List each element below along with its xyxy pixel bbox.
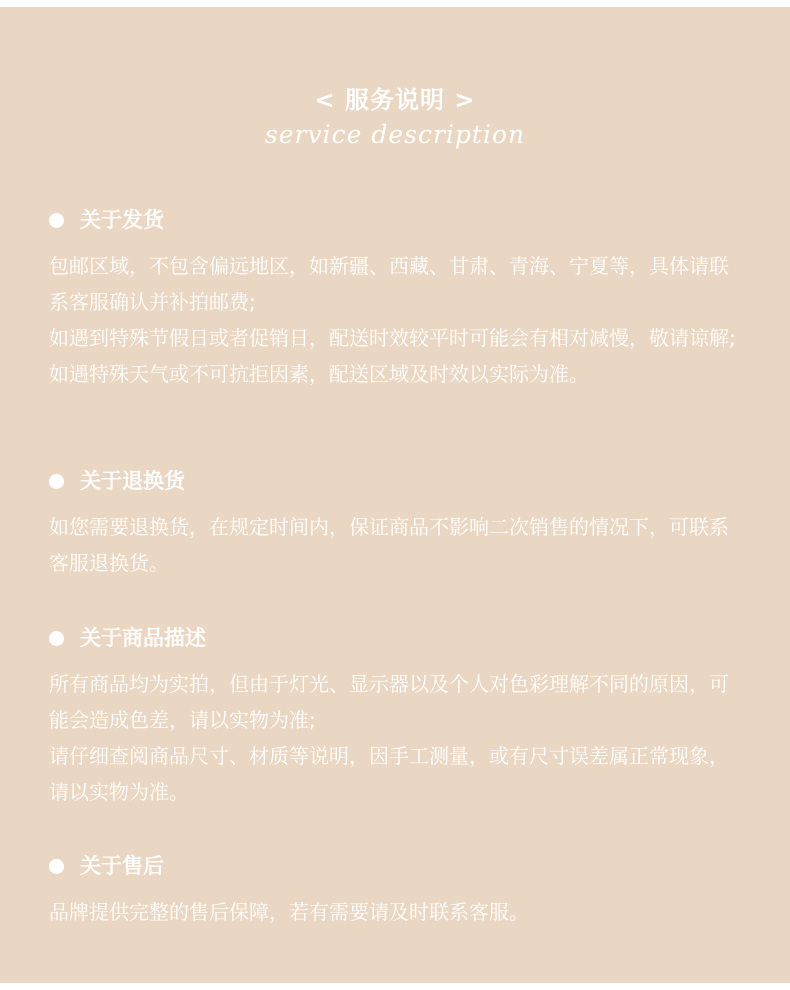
- section-title: 关于发货: [80, 208, 164, 232]
- section-heading: [49, 464, 745, 498]
- page-title: < 服务说明 >: [314, 86, 476, 114]
- bullet-dot-icon: [49, 213, 64, 228]
- section-heading: [49, 203, 745, 237]
- section-after-sales: [49, 849, 745, 930]
- section-shipping: [49, 203, 745, 392]
- section-body: [49, 666, 745, 810]
- section-paragraph: 如遇特殊天气或不可抗拒因素，配送区域及时效以实际为准。: [49, 362, 589, 386]
- bullet-dot-icon: [49, 859, 64, 874]
- section-title: 关于售后: [80, 854, 164, 878]
- bullet-dot-icon: [49, 631, 64, 646]
- section-returns: [49, 464, 745, 581]
- section-heading: [49, 849, 745, 883]
- section-heading: [49, 621, 745, 655]
- section-product-description: [49, 621, 745, 810]
- bullet-dot-icon: [49, 474, 64, 489]
- section-paragraph: 如遇到特殊节假日或者促销日，配送时效较平时可能会有相对减慢，敬请谅解;: [49, 326, 736, 350]
- section-paragraph: 所有商品均为实拍，但由于灯光、显示器以及个人对色彩理解不同的原因，可能会造成色差，请以实物为准;: [49, 672, 729, 732]
- section-body: [49, 248, 745, 392]
- section-title: 关于退换货: [80, 469, 185, 493]
- page-subtitle: service description: [264, 120, 526, 149]
- section-paragraph: 请仔细查阅商品尺寸、材质等说明，因手工测量，或有尺寸误差属正常现象，请以实物为准。: [49, 744, 729, 804]
- title-block: [0, 83, 790, 151]
- section-title: 关于商品描述: [80, 626, 206, 650]
- section-paragraph: 品牌提供完整的售后保障，若有需要请及时联系客服。: [49, 900, 529, 924]
- section-paragraph: 如您需要退换货，在规定时间内，保证商品不影响二次销售的情况下，可联系客服退换货。: [49, 515, 729, 575]
- section-body: [49, 894, 745, 930]
- section-paragraph: 包邮区域，不包含偏远地区，如新疆、西藏、甘肃、青海、宁夏等，具体请联系客服确认并补拍邮费;: [49, 254, 729, 314]
- service-description-panel: [0, 7, 790, 983]
- section-body: [49, 509, 745, 581]
